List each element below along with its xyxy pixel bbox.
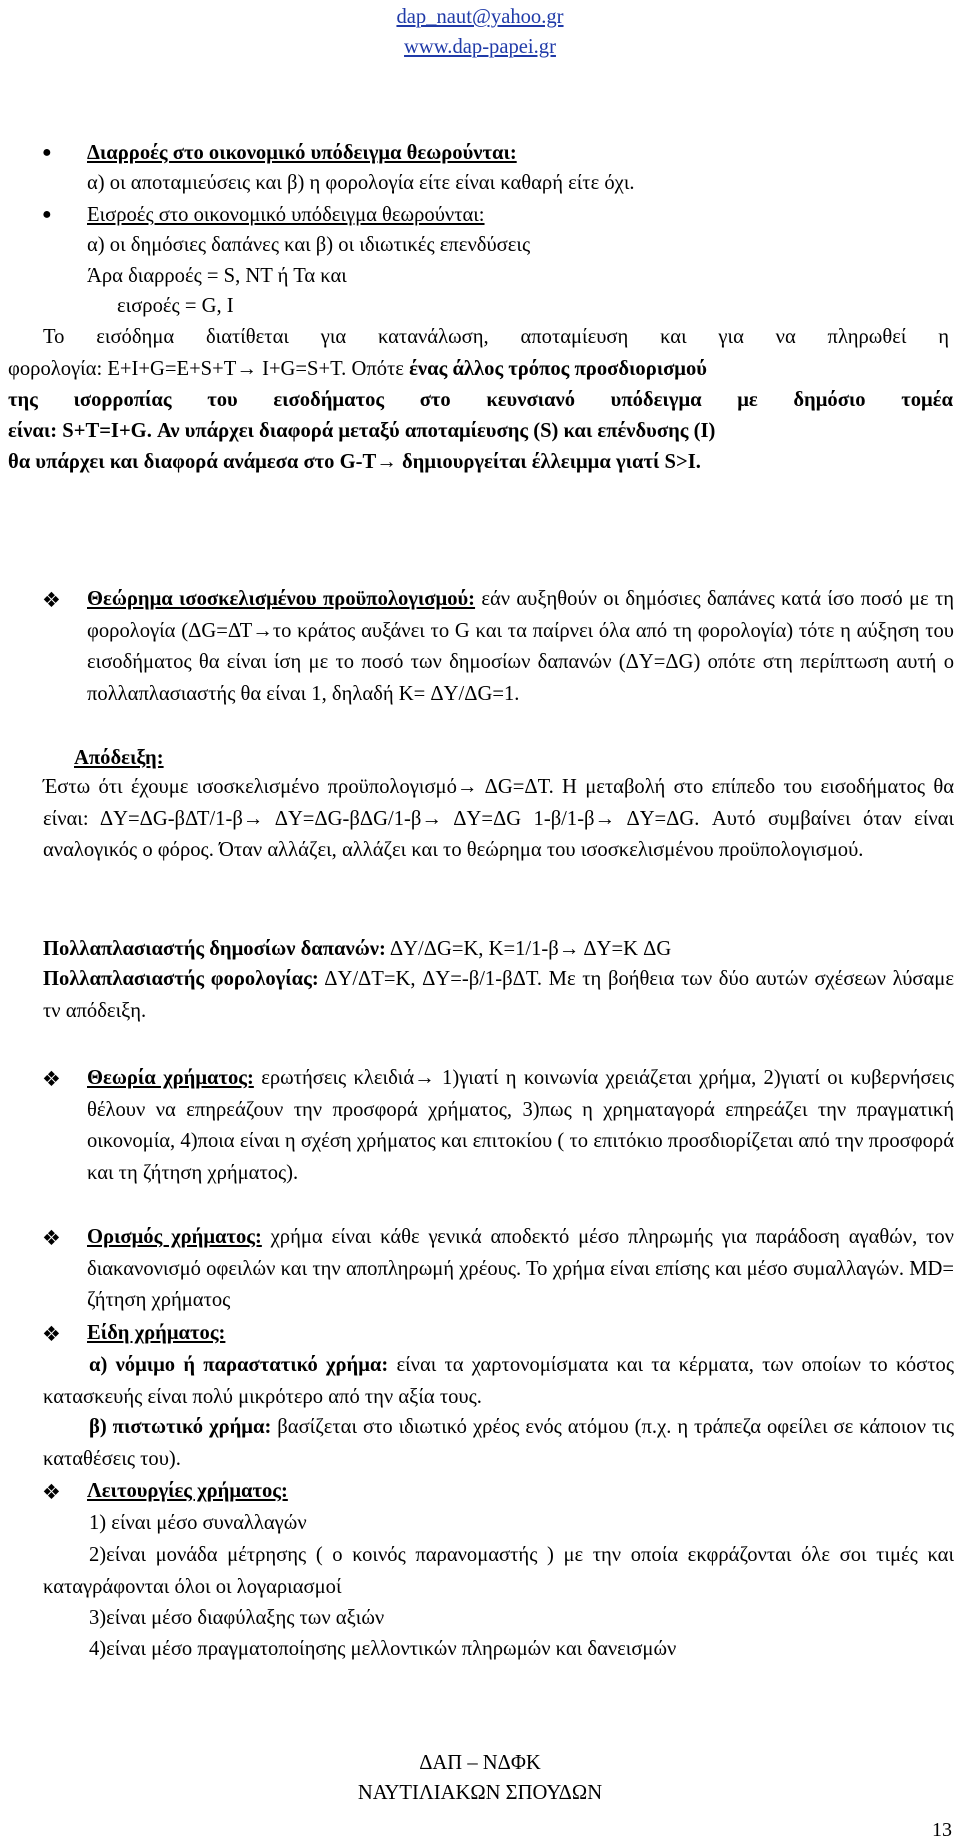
income-line3: της ισορροπίας του εισοδήματος στο κευνσιανό υπόδειγμα με δημόσιο τομέα	[8, 389, 953, 411]
footer-line2: ΝΑΥΤΙΛΙΑΚΩΝ ΣΠΟΥΔΩΝ	[357, 1782, 603, 1804]
website-link[interactable]: www.dap-papei.gr	[404, 36, 556, 58]
bullet-icon: ●	[42, 144, 52, 161]
gov-multiplier: Πολλαπλασιαστής δημοσίων δαπανών: ΔY/ΔG=K, K=1/1-β→ ΔY=K ΔG	[43, 938, 672, 960]
theorem-paragraph: Θεώρημα ισοσκελισμένου προϋπολογισμού: εάν αυξηθούν οι δημόσιες δαπάνες κατά ίσο ποσό με τη φορολογία (ΔG=ΔΤ→το κράτος αυξάνει το G και τα παίρνει όλα από τη φορολογία) τότε η αύξηση του εισοδήματος θα είναι ίση με το ποσό των δημοσίων δαπανών (ΔY=ΔG) οπότε στη περίπτωση αυτή ο πολλαπλασιαστής θα είναι 1, δηλαδή K= ΔY/ΔG=1.	[87, 588, 954, 705]
income-line4: είναι: S+T=I+G. Αν υπάρχει διαφορά μεταξύ αποταμίευσης (S) και επένδυσης (I)	[8, 420, 716, 442]
arrow-icon: →	[421, 807, 442, 830]
footer-line1: ΔΑΠ – ΝΔΦΚ	[419, 1752, 541, 1774]
money-function-3: 3)είναι μέσο διαφύλαξης των αξιών	[89, 1607, 385, 1629]
diamond-icon: ❖	[42, 1480, 61, 1504]
injections-line1: Άρα διαρροές = S, NT ή Τα και	[87, 265, 347, 287]
income-line1: Το εισόδημα διατίθεται για κατανάλωση, αποταμίευση και για να πληρωθεί η	[43, 326, 949, 348]
page-number: 13	[932, 1819, 952, 1841]
diamond-icon: ❖	[42, 1067, 61, 1091]
diamond-icon: ❖	[42, 1226, 61, 1250]
money-function-4: 4)είναι μέσο πραγματοποίησης μελλοντικών πληρωμών και δανεισμών	[89, 1638, 677, 1660]
money-function-1: 1) είναι μέσο συναλλαγών	[89, 1512, 307, 1534]
arrow-icon: →	[242, 807, 264, 830]
proof-paragraph: Έστω ότι έχουμε ισοσκελισμένο προϋπολογισμό→ ΔG=ΔT. Η μεταβολή στο επίπεδο του εισοδήματος θα είναι: ΔY=ΔG-βΔΤ/1-β→ ΔY=ΔG-βΔG/1-β→ ΔY=ΔG 1-β/1-β→ ΔY=ΔG. Αυτό συμβαίνει όταν είναι αναλογικός ο φόρος. Όταν αλλάζει, αλλάζει και το θεώρημα του ισοσκελισμένου προϋπολογισμού.	[43, 776, 954, 861]
injections-title: Εισροές στο οικονομικό υπόδειγμα θεωρούνται:	[87, 204, 485, 226]
arrow-icon: →	[456, 776, 478, 798]
tax-multiplier: Πολλαπλασιαστής φορολογίας: ΔY/ΔT=K, ΔY=-β/1-βΔT. Με τη βοήθεια των δύο αυτών σχέσεων λύσαμε τν απόδειξη.	[43, 968, 954, 1022]
money-type-b: β) πιστωτικό χρήμα: βασίζεται στο ιδιωτικό χρέος ενός ατόμου (π.χ. η τράπεζα οφείλει σε κάποιον τις καταθέσεις του).	[43, 1416, 954, 1470]
diamond-icon: ❖	[42, 1322, 61, 1346]
income-line2: φορολογία: E+I+G=E+S+T→ I+G=S+T. Οπότε ένας άλλος τρόπος προσδιορισμού	[8, 358, 707, 380]
email-link[interactable]: dap_naut@yahoo.gr	[396, 6, 564, 28]
money-theory-paragraph: Θεωρία χρήματος: ερωτήσεις κλειδιά→ 1)γιατί η κοινωνία χρειάζεται χρήμα, 2)γιατί οι κυβερνήσεις θέλουν να επηρεάζουν την προσφορά χρήματος, 3)πως η χρηματαγορά επηρεάζει την πραγματική οικονομία, 4)ποια είναι η σχέση χρήματος και επιτοκίου ( το επιτόκιο προσδιορίζεται από την προσφορά και τη ζήτηση χρήματος).	[87, 1067, 954, 1184]
injections-text: α) οι δημόσιες δαπάνες και β) οι ιδιωτικές επενδύσεις	[87, 234, 531, 256]
injections-line2: εισροές = G, I	[117, 295, 234, 317]
arrow-icon: →	[558, 938, 580, 960]
money-type-a: α) νόμιμο ή παραστατικό χρήμα: είναι τα χαρτονομίσματα και τα κέρματα, των οποίων το κόστος κατασκευής είναι πολύ μικρότερο από την αξία τους.	[43, 1354, 954, 1408]
leakages-title: Διαρροές στο οικονομικό υπόδειγμα θεωρούνται:	[87, 142, 517, 164]
bullet-icon: ●	[42, 206, 52, 223]
arrow-icon: →	[252, 619, 273, 642]
leakages-text: α) οι αποταμιεύσεις και β) η φορολογία είτε είναι καθαρή είτε όχι.	[87, 172, 635, 194]
money-definition-paragraph: Ορισμός χρήματος: χρήμα είναι κάθε γενικά αποδεκτό μέσο πληρωμής για παράδοση αγαθών, τον διακανονισμό οφειλών και την αποπληρωμή χρέους. Το χρήμα είναι επίσης και μέσο συμαλλαγών. MD= ζήτηση χρήματος	[87, 1226, 954, 1311]
money-types-title: Είδη χρήματος:	[87, 1322, 226, 1344]
proof-title: Απόδειξη:	[74, 747, 164, 769]
money-function-2: 2)είναι μονάδα μέτρησης ( ο κοινός παρανομαστής ) με την οποία εκφράζονται όλε σοι τιμές και καταγράφονται όλοι οι λογαριασμοί	[43, 1544, 954, 1598]
page-header	[0, 2, 960, 62]
arrow-icon: →	[376, 451, 397, 473]
arrow-icon: →	[414, 1067, 435, 1089]
diamond-icon: ❖	[42, 588, 61, 612]
arrow-icon: →	[236, 358, 257, 380]
arrow-icon: →	[594, 807, 616, 830]
income-line5: θα υπάρχει και διαφορά ανάμεσα στο G-T→ δημιουργείται έλλειμμα γιατί S>I.	[8, 451, 701, 473]
money-functions-title: Λειτουργίες χρήματος:	[87, 1480, 288, 1502]
